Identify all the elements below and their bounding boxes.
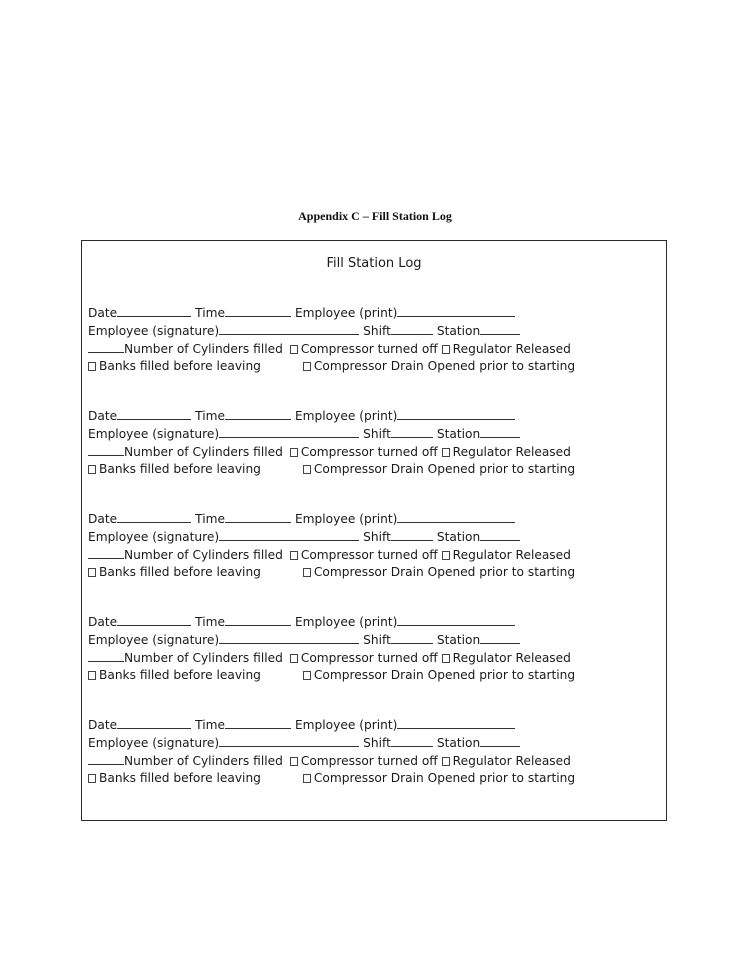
date-label: Date <box>88 615 118 629</box>
shift-label: Shift <box>363 323 391 338</box>
employee-print-label: Employee (print) <box>294 409 398 423</box>
cylinders-count-blank[interactable] <box>88 444 124 456</box>
drain-opened-label: Compressor Drain Opened prior to starting <box>313 668 576 683</box>
cylinders-filled-label: Number of Cylinders filled <box>124 753 283 768</box>
drain-opened-checkbox[interactable] <box>303 568 311 577</box>
drain-opened-checkbox[interactable] <box>303 774 311 783</box>
entry-row-signature-shift-station <box>88 735 658 753</box>
regulator-released-label: Regulator Released <box>452 341 571 356</box>
date-blank[interactable] <box>117 408 191 420</box>
cylinders-count-blank[interactable] <box>88 650 124 662</box>
log-entry-5 <box>88 717 658 788</box>
employee-signature-label: Employee (signature) <box>88 735 220 750</box>
banks-filled-checkbox[interactable] <box>88 568 96 577</box>
date-label: Date <box>88 306 118 320</box>
compressor-off-label: Compressor turned off <box>300 650 438 665</box>
cylinders-count-blank[interactable] <box>88 547 124 559</box>
employee-signature-label: Employee (signature) <box>88 323 220 338</box>
date-label: Date <box>88 718 118 732</box>
date-label: Date <box>88 512 118 526</box>
station-blank[interactable] <box>480 632 520 644</box>
shift-blank[interactable] <box>391 632 433 644</box>
station-blank[interactable] <box>480 529 520 541</box>
log-entry-3 <box>88 511 658 582</box>
station-label: Station <box>436 735 481 750</box>
entry-row-cylinders-compressor-regulator <box>88 444 658 462</box>
entry-row-signature-shift-station <box>88 426 658 444</box>
entry-row-banks-drain <box>88 667 658 685</box>
banks-filled-checkbox[interactable] <box>88 465 96 474</box>
compressor-off-checkbox[interactable] <box>290 654 298 663</box>
compressor-off-label: Compressor turned off <box>300 444 438 459</box>
regulator-released-checkbox[interactable] <box>442 757 450 766</box>
time-label: Time <box>195 306 225 320</box>
shift-label: Shift <box>363 529 391 544</box>
compressor-off-label: Compressor turned off <box>300 753 438 768</box>
employee-print-blank[interactable] <box>397 511 515 523</box>
banks-filled-checkbox[interactable] <box>88 362 96 371</box>
time-blank[interactable] <box>225 717 291 729</box>
drain-opened-label: Compressor Drain Opened prior to starting <box>313 565 576 580</box>
regulator-released-checkbox[interactable] <box>442 345 450 354</box>
entry-row-signature-shift-station <box>88 632 658 650</box>
entry-row-banks-drain <box>88 358 658 376</box>
shift-blank[interactable] <box>391 323 433 335</box>
drain-opened-label: Compressor Drain Opened prior to starting <box>313 771 576 786</box>
banks-filled-label: Banks filled before leaving <box>99 565 261 580</box>
drain-opened-checkbox[interactable] <box>303 671 311 680</box>
cylinders-filled-label: Number of Cylinders filled <box>124 547 283 562</box>
shift-label: Shift <box>363 735 391 750</box>
time-label: Time <box>195 615 225 629</box>
banks-filled-label: Banks filled before leaving <box>99 771 261 786</box>
station-blank[interactable] <box>480 323 520 335</box>
station-blank[interactable] <box>480 735 520 747</box>
entry-row-cylinders-compressor-regulator <box>88 753 658 771</box>
appendix-heading: Appendix C – Fill Station Log <box>298 209 452 223</box>
time-blank[interactable] <box>225 408 291 420</box>
time-blank[interactable] <box>225 614 291 626</box>
cylinders-count-blank[interactable] <box>88 753 124 765</box>
employee-signature-label: Employee (signature) <box>88 529 220 544</box>
entry-row-date-time-employee <box>88 717 658 735</box>
station-blank[interactable] <box>480 426 520 438</box>
employee-print-label: Employee (print) <box>294 512 398 526</box>
employee-signature-blank[interactable] <box>219 735 359 747</box>
station-label: Station <box>436 632 481 647</box>
entry-row-signature-shift-station <box>88 529 658 547</box>
log-entry-2 <box>88 408 658 479</box>
compressor-off-checkbox[interactable] <box>290 757 298 766</box>
entry-row-date-time-employee <box>88 305 658 323</box>
employee-signature-label: Employee (signature) <box>88 632 220 647</box>
station-label: Station <box>436 529 481 544</box>
compressor-off-checkbox[interactable] <box>290 345 298 354</box>
employee-print-label: Employee (print) <box>294 306 398 320</box>
employee-print-label: Employee (print) <box>294 615 398 629</box>
shift-blank[interactable] <box>391 426 433 438</box>
time-label: Time <box>195 409 225 423</box>
regulator-released-label: Regulator Released <box>452 753 571 768</box>
employee-print-blank[interactable] <box>397 717 515 729</box>
banks-filled-label: Banks filled before leaving <box>99 668 261 683</box>
regulator-released-checkbox[interactable] <box>442 654 450 663</box>
date-blank[interactable] <box>117 511 191 523</box>
entry-row-cylinders-compressor-regulator <box>88 547 658 565</box>
shift-blank[interactable] <box>391 735 433 747</box>
entry-row-signature-shift-station <box>88 323 658 341</box>
compressor-off-checkbox[interactable] <box>290 448 298 457</box>
banks-filled-label: Banks filled before leaving <box>99 462 261 477</box>
drain-opened-label: Compressor Drain Opened prior to starting <box>313 462 576 477</box>
date-blank[interactable] <box>117 717 191 729</box>
drain-opened-label: Compressor Drain Opened prior to starting <box>313 359 576 374</box>
employee-signature-blank[interactable] <box>219 323 359 335</box>
entry-row-date-time-employee <box>88 614 658 632</box>
cylinders-filled-label: Number of Cylinders filled <box>124 341 283 356</box>
employee-print-blank[interactable] <box>397 305 515 317</box>
time-label: Time <box>195 718 225 732</box>
drain-opened-checkbox[interactable] <box>303 465 311 474</box>
date-blank[interactable] <box>117 614 191 626</box>
shift-label: Shift <box>363 632 391 647</box>
regulator-released-checkbox[interactable] <box>442 551 450 560</box>
regulator-released-label: Regulator Released <box>452 650 571 665</box>
regulator-released-label: Regulator Released <box>452 444 571 459</box>
shift-blank[interactable] <box>391 529 433 541</box>
entry-row-banks-drain <box>88 461 658 479</box>
compressor-off-label: Compressor turned off <box>300 341 438 356</box>
time-label: Time <box>195 512 225 526</box>
shift-label: Shift <box>363 426 391 441</box>
cylinders-filled-label: Number of Cylinders filled <box>124 650 283 665</box>
entry-row-cylinders-compressor-regulator <box>88 650 658 668</box>
regulator-released-label: Regulator Released <box>452 547 571 562</box>
banks-filled-checkbox[interactable] <box>88 774 96 783</box>
cylinders-count-blank[interactable] <box>88 341 124 353</box>
regulator-released-checkbox[interactable] <box>442 448 450 457</box>
employee-signature-label: Employee (signature) <box>88 426 220 441</box>
entry-row-banks-drain <box>88 564 658 582</box>
date-label: Date <box>88 409 118 423</box>
entry-row-date-time-employee <box>88 408 658 426</box>
date-blank[interactable] <box>117 305 191 317</box>
employee-print-blank[interactable] <box>397 614 515 626</box>
station-label: Station <box>436 323 481 338</box>
compressor-off-label: Compressor turned off <box>300 547 438 562</box>
employee-print-blank[interactable] <box>397 408 515 420</box>
employee-print-label: Employee (print) <box>294 718 398 732</box>
employee-signature-blank[interactable] <box>219 529 359 541</box>
drain-opened-checkbox[interactable] <box>303 362 311 371</box>
time-blank[interactable] <box>225 305 291 317</box>
entry-row-date-time-employee <box>88 511 658 529</box>
log-title: Fill Station Log <box>326 256 422 271</box>
compressor-off-checkbox[interactable] <box>290 551 298 560</box>
station-label: Station <box>436 426 481 441</box>
banks-filled-checkbox[interactable] <box>88 671 96 680</box>
employee-signature-blank[interactable] <box>219 632 359 644</box>
time-blank[interactable] <box>225 511 291 523</box>
log-entry-4 <box>88 614 658 685</box>
entry-row-cylinders-compressor-regulator <box>88 341 658 359</box>
entry-row-banks-drain <box>88 770 658 788</box>
cylinders-filled-label: Number of Cylinders filled <box>124 444 283 459</box>
employee-signature-blank[interactable] <box>219 426 359 438</box>
log-entry-1 <box>88 305 658 376</box>
banks-filled-label: Banks filled before leaving <box>99 359 261 374</box>
